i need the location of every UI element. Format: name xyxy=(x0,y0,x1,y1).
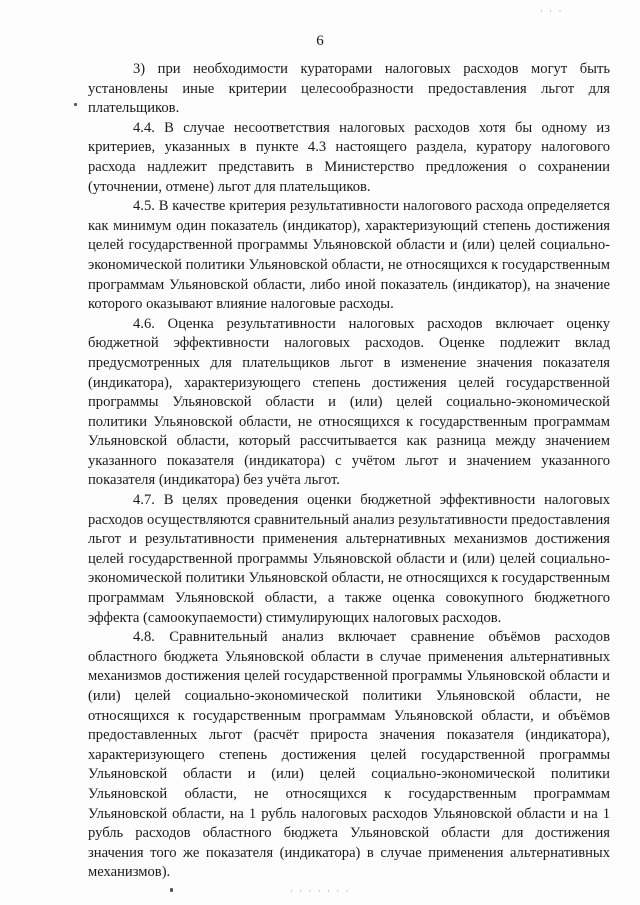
scan-dots-bottom: · · · · · · · xyxy=(290,886,351,896)
paragraph-4-8: 4.8. Сравнительный анализ включает сравнение объёмов расходов областного бюджета Ульяновской области в случае применения альтернативных механизмов достижения целей государственной программы Ульяновской области и (или) целей социально-экономической политики Ульяновской области, не относящихся к государственным программам Ульяновской области, и объёмов предоставленных льгот (расчёт прироста значения показателя (индикатора), характеризующего степень достижения целей государственной программы Ульяновской области и (или) целей социально-экономической политики Ульяновской области, не относящихся к государственным программам Ульяновской области, на 1 рубль налоговых расходов Ульяновской области и на 1 рубль расходов областного бюджета Ульяновской области для достижения значения того же показателя (индикатора) в случае применения альтернативных механизмов). xyxy=(88,629,610,881)
scan-speck-left xyxy=(74,103,77,106)
scan-dots-top-right: · · · xyxy=(540,6,564,16)
page-number: 6 xyxy=(316,33,324,49)
paragraph-4-5: 4.5. В качестве критерия результативности налогового расхода определяется как минимум один показатель (индикатор), характеризующий степень достижения целей государственной программы Ульяновской области и (или) целей социально-экономической политики Ульяновской области, не относящихся к государственным программам Ульяновской области, либо иной показатель (индикатор), на значение которого оказывают влияние налоговые расходы. xyxy=(88,198,610,313)
paragraph-4-7: 4.7. В целях проведения оценки бюджетной эффективности налоговых расходов осуществляются сравнительный анализ результативности предоставления льгот и результативности применения альтернативных механизмов достижения целей государственной программы Ульяновской области и (или) целей социально-экономической политики Ульяновской области, не относящихся к государственным программам Ульяновской области, а также оценка совокупного бюджетного эффекта (самоокупаемости) стимулирующих налоговых расходов. xyxy=(88,492,610,626)
paragraph-4-4: 4.4. В случае несоответствия налоговых расходов хотя бы одному из критериев, указанных в пункте 4.3 настоящего раздела, куратору налогового расхода надлежит представить в Министерство предложения о сохранении (уточнении, отмене) льгот для плательщиков. xyxy=(88,119,610,195)
paragraph-4-6: 4.6. Оценка результативности налоговых расходов включает оценку бюджетной эффективности налоговых расходов. Оценке подлежит вклад предусмотренных для плательщиков льгот в изменение значения показателя (индикатора), характеризующего степень достижения целей государственной программы Ульяновской области и (или) целей социально-экономической политики Ульяновской области, не относящихся к государственным программам Ульяновской области, который рассчитывается как разница между значением указанного показателя (индикатора) с учётом льгот и значением указанного показателя (индикатора) без учёта льгот. xyxy=(88,315,610,489)
paragraph-3: 3) при необходимости кураторами налоговых расходов могут быть установлены иные критерии целесообразности предоставления льгот для плательщиков. xyxy=(88,61,610,117)
document-body xyxy=(88,60,610,883)
scan-speck-bottom xyxy=(170,888,173,892)
